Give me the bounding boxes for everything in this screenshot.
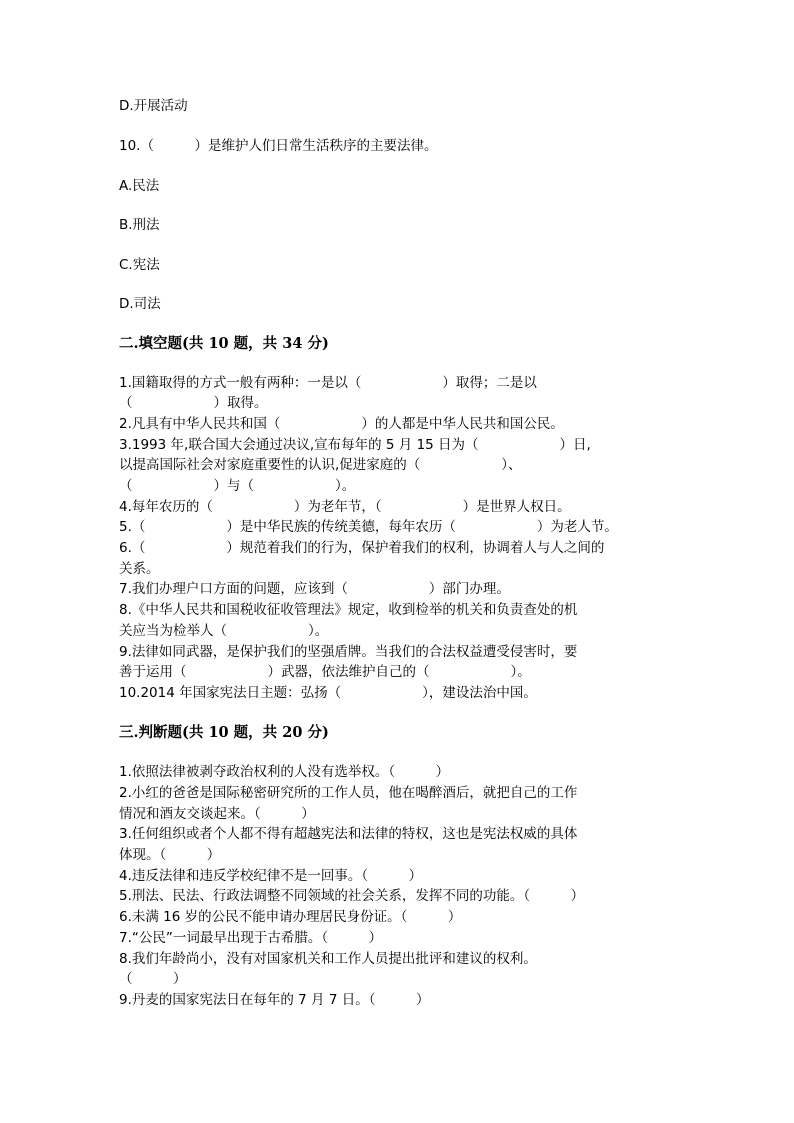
true-false-line: 6.未满 16 岁的公民不能申请办理居民身份证。（ ） — [119, 909, 462, 925]
question-10-stem: 10.（ ）是维护人们日常生活秩序的主要法律。 — [119, 138, 438, 154]
true-false-line: 情况和酒友交谈起来。（ ） — [119, 806, 315, 822]
question-10-option-b: B.刑法 — [119, 217, 160, 233]
prev-question-option-d: D.开展活动 — [119, 98, 188, 114]
fill-blank-line: 6.（ ）规范着我们的行为，保护着我们的权利，协调着人与人之间的 — [119, 540, 605, 556]
fill-blank-line: 以提高国际社会对家庭重要性的认识,促进家庭的（ ）、 — [119, 457, 522, 473]
true-false-line: 5.刑法、民法、行政法调整不同领域的社会关系，发挥不同的功能。（ ） — [119, 888, 585, 904]
fill-blank-line: 5.（ ）是中华民族的传统美德，每年农历（ ）为老人节。 — [119, 519, 618, 535]
fill-blank-line: 关应当为检举人（ ）。 — [119, 623, 329, 639]
fill-blank-line: 善于运用（ ）武器，依法维护自己的（ ）。 — [119, 664, 531, 680]
fill-blank-line: （ ）取得。 — [119, 395, 268, 411]
question-10-option-c: C.宪法 — [119, 257, 160, 273]
true-false-line: 1.依照法律被剥夺政治权利的人没有选举权。（ ） — [119, 764, 450, 780]
fill-blank-line: 7.我们办理户口方面的问题，应该到（ ）部门办理。 — [119, 581, 510, 597]
true-false-line: 8.我们年龄尚小，没有对国家机关和工作人员提出批评和建议的权利。 — [119, 951, 537, 967]
true-false-line: 体现。（ ） — [119, 847, 221, 863]
true-false-line: 9.丹麦的国家宪法日在每年的 7 月 7 日。（ ） — [119, 992, 430, 1008]
fill-blank-line: 10.2014 年国家宪法日主题：弘扬（ ），建设法治中国。 — [119, 685, 537, 701]
true-false-line: 2.小红的爸爸是国际秘密研究所的工作人员，他在喝醉酒后，就把自己的工作 — [119, 785, 578, 801]
fill-blank-line: 3.1993 年,联合国大会通过决议,宣布每年的 5 月 15 日为（ ）日, — [119, 437, 591, 453]
fill-blank-line: 2.凡具有中华人民共和国（ ）的人都是中华人民共和国公民。 — [119, 416, 564, 432]
fill-blank-line: （ ）与（ ）。 — [119, 478, 356, 494]
question-10-option-a: A.民法 — [119, 178, 160, 194]
section-fill-blank-heading: 二.填空题(共 10 题，共 34 分) — [119, 335, 329, 352]
fill-blank-line: 关系。 — [119, 561, 160, 577]
true-false-line: 7.“公民”一词最早出现于古希腊。（ ） — [119, 930, 383, 946]
fill-blank-line: 8.《中华人民共和国税收征收管理法》规定，收到检举的机关和负责查处的机 — [119, 602, 578, 618]
fill-blank-line: 9.法律如同武器，是保护我们的坚强盾牌。当我们的合法权益遭受侵害时，要 — [119, 644, 578, 660]
fill-blank-line: 4.每年农历的（ ）为老年节，（ ）是世界人权日。 — [119, 499, 571, 515]
true-false-line: 3.任何组织或者个人都不得有超越宪法和法律的特权，这也是宪法权威的具体 — [119, 826, 578, 842]
true-false-line: 4.违反法律和违反学校纪律不是一回事。（ ） — [119, 868, 423, 884]
true-false-line: （ ） — [119, 971, 187, 987]
section-true-false-heading: 三.判断题(共 10 题，共 20 分) — [119, 724, 329, 741]
fill-blank-line: 1.国籍取得的方式一般有两种：一是以（ ）取得；二是以 — [119, 375, 537, 391]
question-10-option-d: D.司法 — [119, 296, 161, 312]
